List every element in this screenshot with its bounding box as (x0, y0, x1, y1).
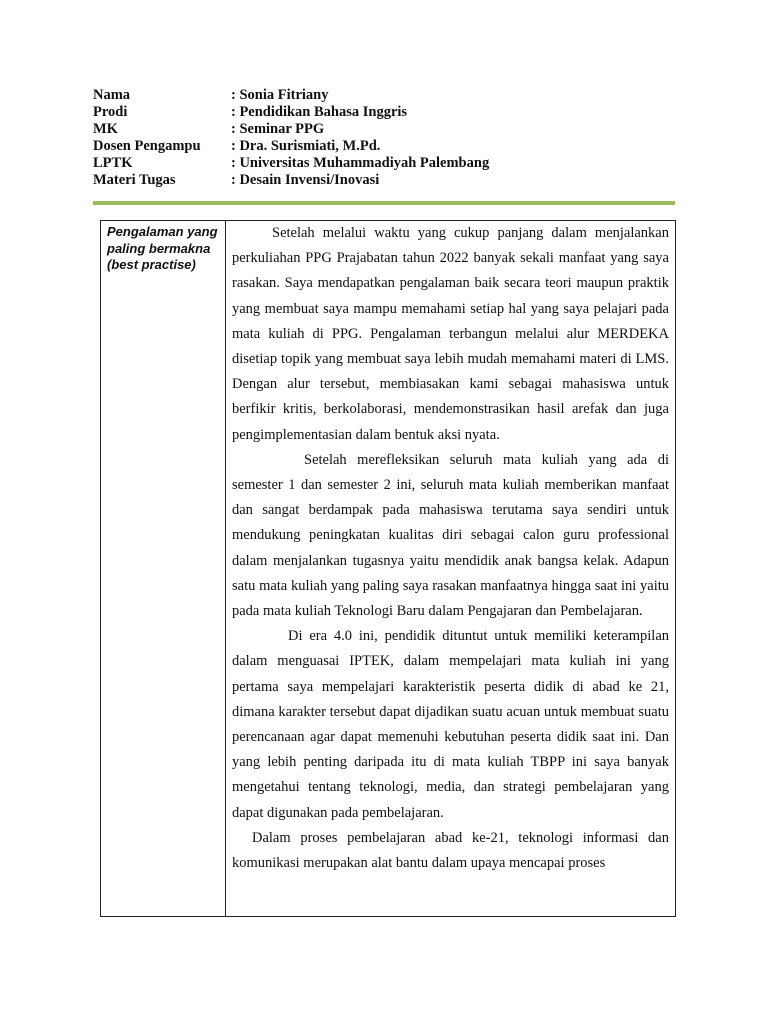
info-row-mk (93, 121, 489, 138)
paragraph-1: Setelah melalui waktu yang cukup panjang dalam menjalankan perkuliahan PPG Prajabatan tahun 2022 banyak sekali manfaat yang saya rasakan. Saya mendapatkan pengalaman baik secara teori maupun praktik yang membuat saya mampu memahami setiap hal yang saya pelajari pada mata kuliah di PPG. Pengalaman terbangun melalui alur MERDEKA disetiap topik yang membuat saya lebih mudah memahami materi di LMS. Dengan alur tersebut, membiasakan kami sebagai mahasiswa untuk berfikir kritis, berkolaborasi, mendemonstrasikan hasil arefak dan juga pengimplementasian dalam bentuk aksi nyata. (232, 225, 669, 443)
info-value: : Sonia Fitriany (231, 87, 329, 103)
info-label: MK (93, 121, 118, 137)
student-info (93, 87, 489, 189)
paragraph-3: Di era 4.0 ini, pendidik dituntut untuk memiliki keterampilan dalam menguasai IPTEK, dalam mempelajari mata kuliah ini yang pertama saya mempelajari karakteristik peserta didik di abad ke 21, dimana karakter tersebut dapat dijadikan suatu acuan untuk membuat suatu perencanaan agar dapat memenuhi kebutuhan peserta didik saat ini. Dan yang lebih penting daripada itu di mata kuliah TBPP ini saya banyak mengetahui tentang teknologi, media, dan strategi pembelajaran yang dapat digunakan pada pembelajaran. (232, 628, 669, 821)
green-divider (93, 201, 675, 205)
info-row-materi (93, 172, 489, 189)
best-practice-table (100, 220, 676, 917)
paragraph-2: Setelah merefleksikan seluruh mata kuliah yang ada di semester 1 dan semester 2 ini, seluruh mata kuliah memberikan manfaat dan sangat berdampak pada mahasiswa terutama saya sendiri untuk mendukung peningkatan kualitas diri sebagai calon guru professional dalam menjalankan tugasnya yaitu mendidik anak bangsa kelak. Adapun satu mata kuliah yang paling saya rasakan manfaatnya hingga saat ini yaitu pada mata kuliah Teknologi Baru dalam Pengajaran dan Pembelajaran. (232, 451, 669, 620)
table-content-cell (226, 221, 675, 916)
info-row-lptk (93, 155, 489, 172)
info-label: Prodi (93, 104, 128, 120)
info-label: Materi Tugas (93, 172, 176, 188)
info-value: : Seminar PPG (231, 121, 325, 137)
info-label: Dosen Pengampu (93, 138, 201, 154)
info-label: LPTK (93, 155, 133, 171)
info-row-prodi (93, 104, 489, 121)
info-value: : Desain Invensi/Inovasi (231, 172, 380, 188)
info-value: : Pendidikan Bahasa Inggris (231, 104, 408, 120)
info-value: : Dra. Surismiati, M.Pd. (231, 138, 381, 154)
info-row-nama (93, 87, 489, 104)
info-row-dosen (93, 138, 489, 155)
info-label: Nama (93, 87, 131, 103)
info-value: : Universitas Muhammadiyah Palembang (231, 155, 490, 171)
paragraph-4: Dalam proses pembelajaran abad ke-21, teknologi informasi dan komunikasi merupakan alat bantu dalam upaya mencapai proses (232, 829, 669, 872)
table-heading-cell: Pengalaman yang paling bermakna (best practise) (101, 221, 226, 916)
